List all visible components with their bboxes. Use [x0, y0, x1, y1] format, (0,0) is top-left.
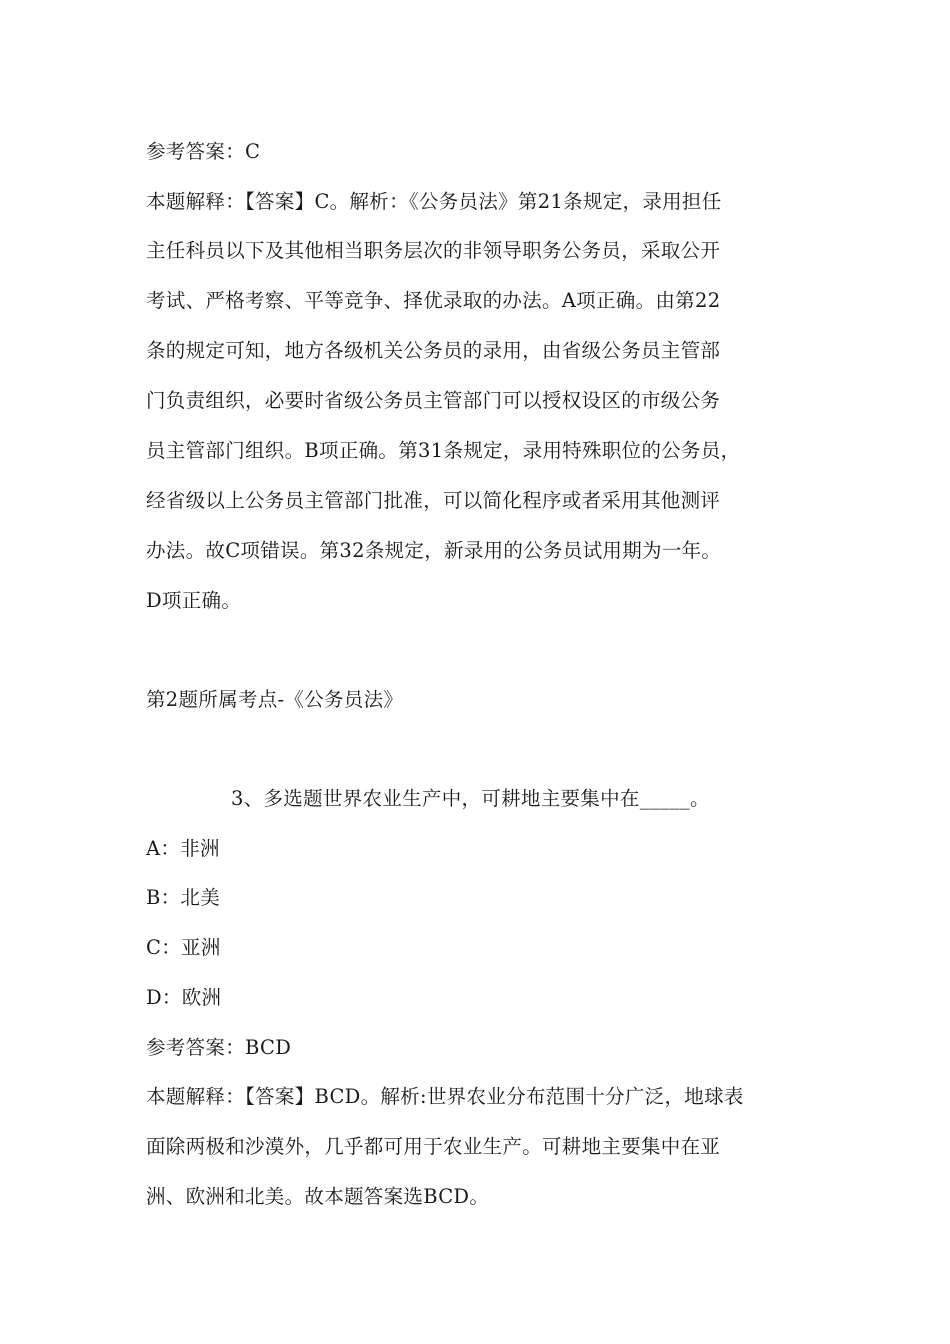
q3-answer: 参考答案：BCD [146, 1036, 292, 1059]
q2-topic: 第2题所属考点-《公务员法》 [146, 688, 404, 711]
q2-explanation-line-2: 主任科员以下及其他相当职务层次的非领导职务公务员，采取公开 [146, 239, 721, 262]
q2-explanation-line-7: 经省级以上公务员主管部门批准，可以简化程序或者采用其他测评 [146, 489, 721, 512]
q2-explanation-line-5: 门负责组织，必要时省级公务员主管部门可以授权设区的市级公务 [146, 389, 721, 412]
q3-explanation-line-3: 洲、欧洲和北美。故本题答案选BCD。 [146, 1185, 490, 1208]
q2-answer: 参考答案：C [146, 140, 261, 163]
q3-question: 3、多选题世界农业生产中，可耕地主要集中在_____。 [231, 787, 710, 810]
q2-explanation-line-4: 条的规定可知，地方各级机关公务员的录用，由省级公务员主管部 [146, 339, 721, 362]
q2-explanation-line-1: 本题解释：【答案】C。解析：《公务员法》第21条规定，录用担任 [146, 190, 722, 213]
q3-option-a: A：非洲 [146, 837, 220, 860]
q3-option-b: B：北美 [146, 886, 221, 909]
q2-explanation-line-3: 考试、严格考察、平等竞争、择优录取的办法。A项正确。由第22 [146, 289, 721, 312]
q3-option-c: C：亚洲 [146, 936, 221, 959]
q2-explanation-line-9: D项正确。 [146, 589, 242, 612]
q2-explanation-line-8: 办法。故C项错误。第32条规定，新录用的公务员试用期为一年。 [146, 539, 722, 562]
q3-explanation-line-1: 本题解释：【答案】BCD。解析:世界农业分布范围十分广泛，地球表 [146, 1085, 744, 1108]
q2-explanation-line-6: 员主管部门组织。B项正确。第31条规定，录用特殊职位的公务员， [146, 439, 741, 462]
q3-explanation-line-2: 面除两极和沙漠外，几乎都可用于农业生产。可耕地主要集中在亚 [146, 1135, 721, 1158]
q3-option-d: D：欧洲 [146, 986, 222, 1009]
